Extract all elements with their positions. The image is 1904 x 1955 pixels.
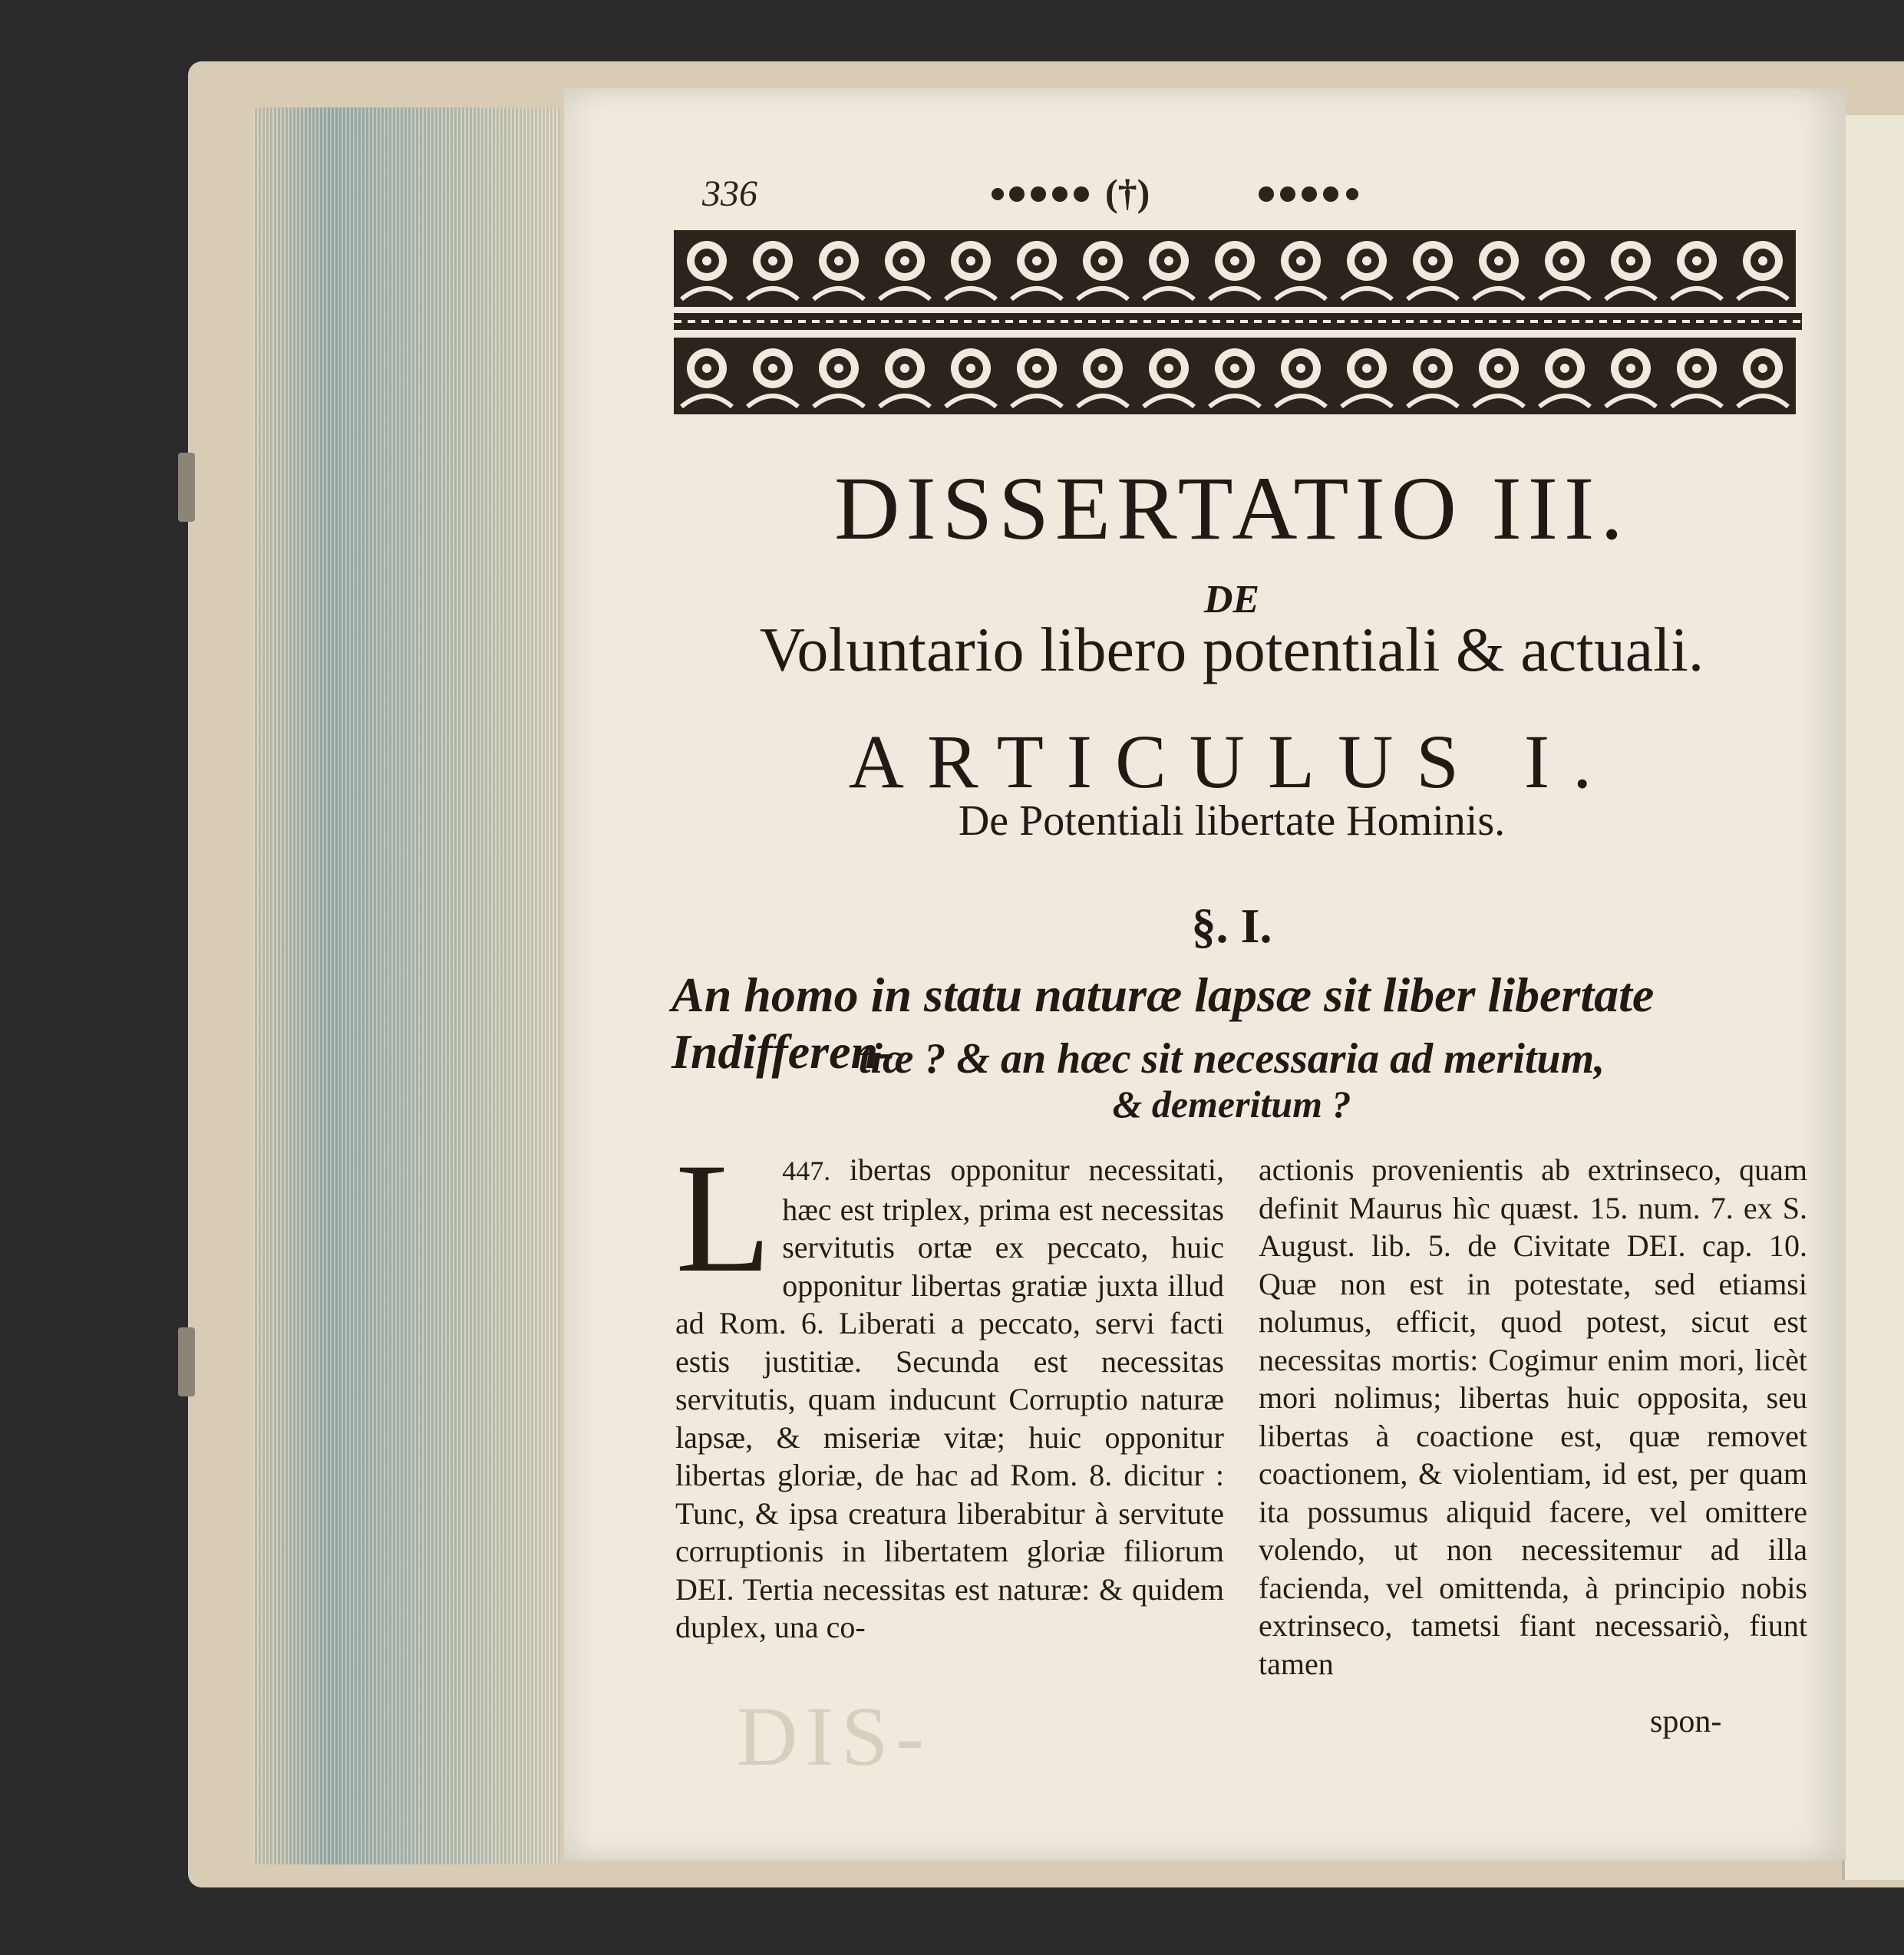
text-column-left <box>675 1131 1224 1647</box>
show-through-text: DIS- <box>737 1690 932 1783</box>
ornamental-band-middle <box>674 313 1802 330</box>
running-head-ornament-right <box>1251 183 1366 206</box>
running-head-ornament-left <box>986 183 1101 206</box>
page-number: 336 <box>702 173 757 214</box>
running-head: (†) <box>1105 171 1150 214</box>
section-mark: §. I. <box>1191 898 1272 953</box>
article-heading: ARTICULUS I. <box>848 719 1615 804</box>
dissertation-subtitle: Voluntario libero potentiali & actuali. <box>759 615 1704 684</box>
drop-cap: L <box>675 1131 772 1305</box>
clasp-upper <box>178 453 195 522</box>
text-column-right <box>1259 1151 1807 1683</box>
question-line: tiæ ? & an hæc sit necessaria ad meritum, <box>858 1035 1605 1083</box>
catchword: spon- <box>1650 1704 1722 1739</box>
dissertation-title: DISSERTATIO III. <box>834 458 1629 559</box>
article-subtitle: De Potentiali libertate Hominis. <box>958 797 1506 845</box>
facing-page-edge <box>1842 115 1904 1880</box>
page-edges <box>253 107 560 1864</box>
left-column-text: ibertas opponitur necessitati, hæc est triplex, prima est necessitas servitutis ortæ ex peccato, huic opponitur libertas gratiæ juxta illud ad Rom. 6. Liberati a peccato, servi facti estis justitiæ. Secunda est necessitas servitutis, quam inducunt Corruptio naturæ lapsæ, & miseriæ vitæ; huic opponitur libertas gloriæ, de hac ad Rom. 8. dicitur : Tunc, & ipsa creatura liberabitur à servitute corruptionis in libertatem gloriæ filiorum DEI. Tertia necessitas est naturæ: & quidem duplex, una co- <box>675 1152 1224 1644</box>
question-line: & demeritum ? <box>1112 1083 1351 1126</box>
right-column-text: actionis provenientis ab extrinseco, quam definit Maurus hìc quæst. 15. num. 7. ex S. August. lib. 5. de Civitate DEI. cap. 10. Quæ non est in potestate, sed etiamsi nolumus, efficit, quod potest, sicut est necessitas mortis: Cogimur enim mori, licèt mori nolimus; libertas huic opposita, seu libertas à coactione est, quæ removet coactionem, & violentiam, id est, per quam ita possumus aliquid facere, vel omittere volendo, ut non necessitemur ad illa facienda, vel omittenda, à principio nobis extrinseco, tametsi fiant necessariò, fiunt tamen <box>1259 1152 1807 1681</box>
title-prefix: DE <box>1203 578 1260 621</box>
clasp-lower <box>178 1327 195 1396</box>
ornamental-band-top <box>674 230 1802 307</box>
question-line: An homo in statu naturæ lapsæ sit liber libertate Indifferen- <box>672 968 1655 1079</box>
ornamental-band-bottom <box>674 338 1802 414</box>
paragraph-number: 447. <box>782 1156 831 1186</box>
